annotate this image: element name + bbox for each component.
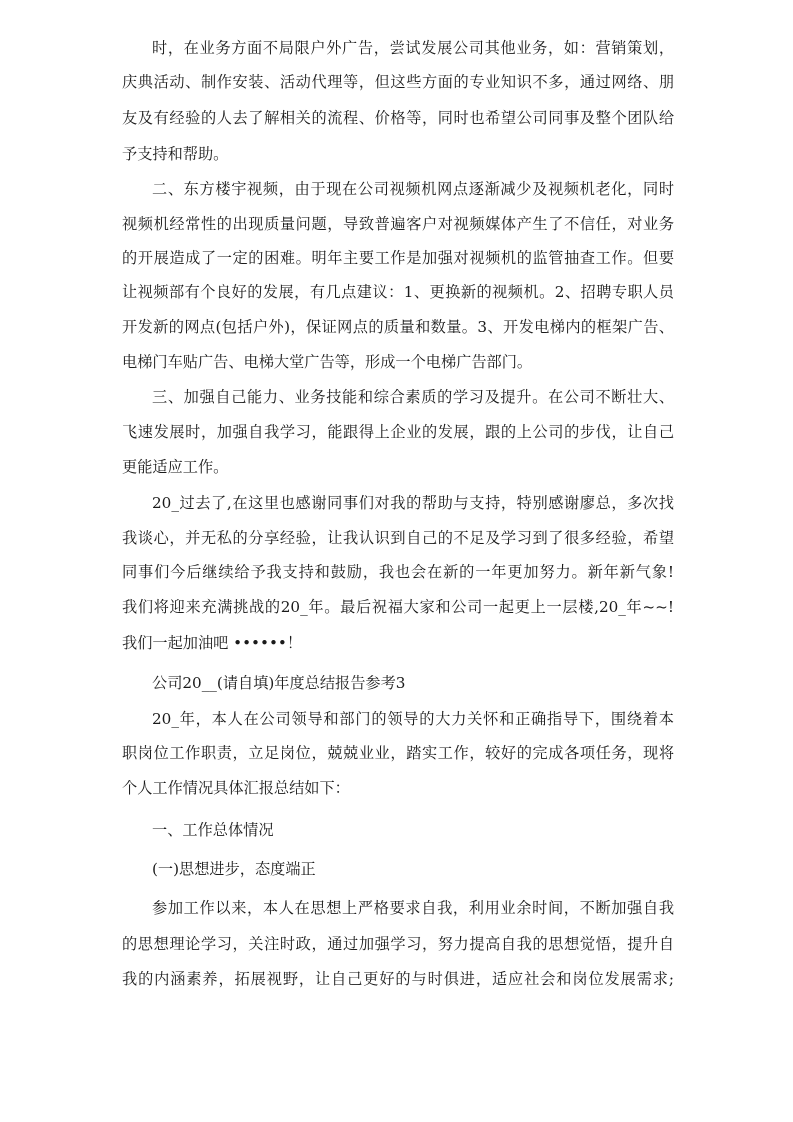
text-line: 的思想理论学习，关注时政，通过加强学习，努力提高自我的思想觉悟，提升自 [122,935,674,953]
subheading-thought-progress: (一)思想进步，态度端正 [152,860,316,878]
text-line: 我的内涵素养，拓展视野，让自己更好的与时俱进，适应社会和岗位发展需求; [122,970,674,988]
text-line: 飞速发展时，加强自我学习，能跟得上企业的发展，跟的上公司的步伐，让自己 [122,423,674,441]
text-line: 时，在业务方面不局限户外广告，尝试发展公司其他业务，如：营销策划， [152,39,674,57]
text-line: 予支持和帮助。 [122,145,229,163]
heading-overall-situation: 一、工作总体情况 [152,821,274,839]
section-title: 公司20__(请自填)年度总结报告参考3 [152,674,406,692]
text-line: 二、东方楼宇视频，由于现在公司视频机网点逐渐减少及视频机老化，同时 [152,180,674,198]
text-line: 视频机经常性的出现质量问题，导致普遍客户对视频媒体产生了不信任，对业务 [122,215,674,233]
text-line: 更能适应工作。 [122,458,229,476]
text-line: 我谈心，并无私的分享经验，让我认识到自己的不足及学习到了很多经验，希望 [122,529,674,547]
text-line: 职岗位工作职责，立足岗位，兢兢业业，踏实工作，较好的完成各项任务，现将 [122,744,674,762]
text-line: 我们一起加油吧 ••••••！ [122,634,303,652]
text-line: 三、加强自己能力、业务技能和综合素质的学习及提升。在公司不断壮大、 [152,388,674,406]
text-line: 我们将迎来充满挑战的20_年。最后祝福大家和公司一起更上一层楼,20_年~~! [122,598,674,616]
text-line: 的开展造成了一定的困难。明年主要工作是加强对视频机的监管抽查工作。但要 [122,249,674,267]
text-line: 20_过去了,在这里也感谢同事们对我的帮助与支持，特别感谢廖总，多次找 [152,494,674,512]
text-line: 让视频部有个良好的发展，有几点建议：1、更换新的视频机。2、招聘专职人员 [122,283,674,301]
text-line: 友及有经验的人去了解相关的流程、价格等，同时也希望公司同事及整个团队给 [122,109,674,127]
text-line: 20_年，本人在公司领导和部门的领导的大力关怀和正确指导下，围绕着本 [152,710,674,728]
text-line: 个人工作情况具体汇报总结如下： [122,779,350,797]
text-line: 庆典活动、制作安装、活动代理等，但这些方面的专业知识不多，通过网络、朋 [122,73,674,91]
text-line: 同事们今后继续给予我支持和鼓励，我也会在新的一年更加努力。新年新气象! [122,563,674,581]
text-line: 电梯门车贴广告、电梯大堂广告等，形成一个电梯广告部门。 [122,353,533,371]
text-line: 开发新的网点(包括户外)，保证网点的质量和数量。3、开发电梯内的框架广告、 [122,318,674,336]
text-line: 参加工作以来，本人在思想上严格要求自我，利用业余时间，不断加强自我 [152,899,674,917]
